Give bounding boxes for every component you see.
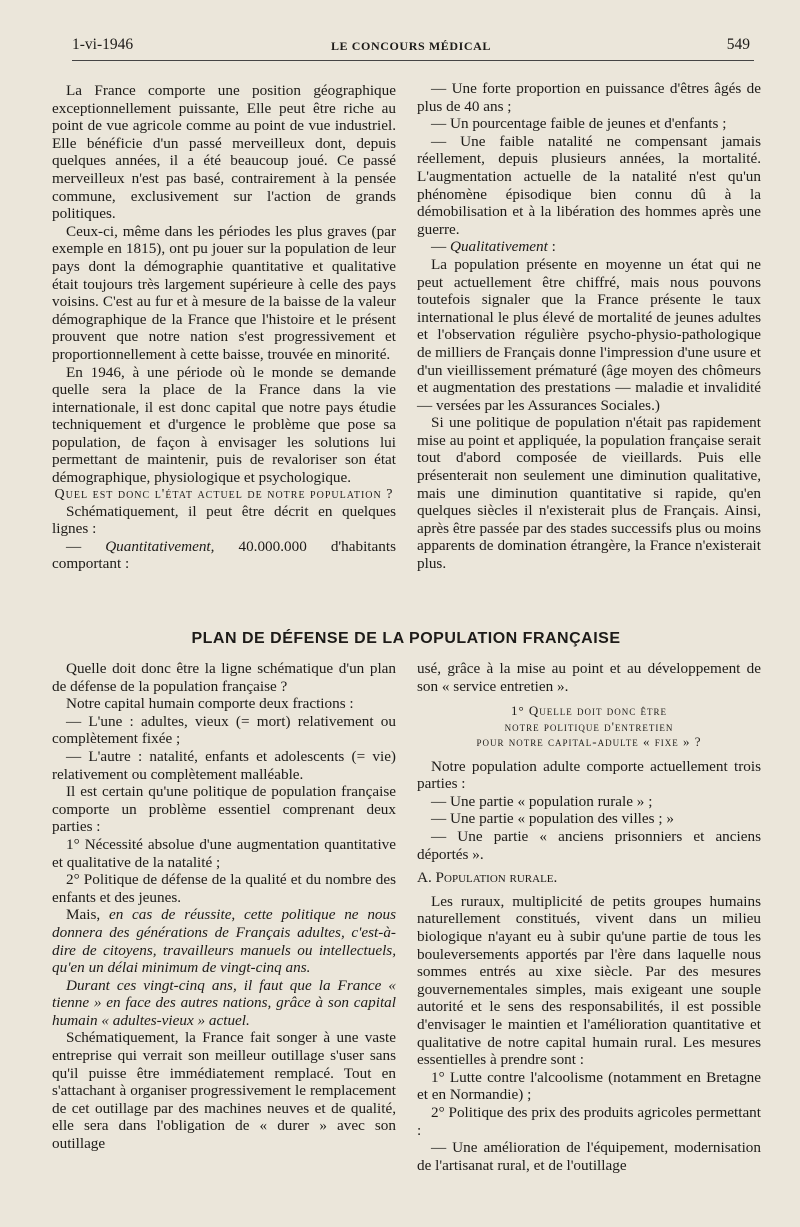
dash: — xyxy=(431,238,447,256)
list-item: — Une forte proportion en puissance d'êtres âgés de plus de 40 ans ; xyxy=(417,80,761,115)
heading-line: 1° Quelle doit donc être xyxy=(510,703,668,719)
list-item: — Une amélioration de l'équipement, modernisation de l'artisanat rural, et de l'outillage xyxy=(417,1139,761,1174)
column-1 xyxy=(52,82,396,573)
header-date: 1-vi-1946 xyxy=(72,36,134,53)
dash: — xyxy=(66,537,82,555)
subsection-heading: A. Population rurale. xyxy=(417,869,558,887)
paragraph: Si une politique de population n'était pas rapidement mise au point et appliquée, la population française serait tout d'abord composée de vieillards. Puis elle présenterait non seulement une diminution qualitative, mais une diminution quantitative si rapide, qu'en quelques siècles il n'existerait plus de Français. Ainsi, après être passée par des stades successifs plus ou moins apparents de domination étrangère, la France n'existerait plus. xyxy=(417,414,761,573)
list-item: — L'une : adultes, vieux (= mort) relativement ou complètement fixée ; xyxy=(52,712,396,748)
list-item: 2° Politique des prix des produits agricoles permettant : xyxy=(417,1103,761,1139)
header-rule xyxy=(72,60,754,61)
italic-text: Durant ces vingt-cinq ans, il faut que la France « tienne » en face des autres nations, grâce à son capital humain « adultes-vieux » actuel. xyxy=(52,976,396,1029)
list-item: 2° Politique de défense de la qualité et du nombre des enfants et des jeunes. xyxy=(52,871,396,906)
paragraph xyxy=(52,538,396,573)
section-heading xyxy=(417,703,761,750)
paragraph xyxy=(52,906,396,976)
paragraph: Notre capital humain comporte deux fractions : xyxy=(66,695,354,713)
column-4 xyxy=(417,660,761,1174)
list-item: — Une faible natalité ne compensant jamais réellement, depuis plusieurs années, la mortalité. L'augmentation actuelle de la natalité n'est qu'un phénomène épisodique bien connu dû à la démobilisation et à la libération des hommes après une guerre. xyxy=(417,132,761,238)
list-item: 1° Nécessité absolue d'une augmentation quantitative et qualitative de la natalité ; xyxy=(52,835,396,871)
running-header xyxy=(72,36,750,58)
paragraph: La France comporte une position géographique exceptionnellement puissante, Elle peut être riche au point de vue agricole comme au point de vue industriel. Elle bénéficie d'un passé merveilleux dont, depuis quelques années, il a été beaucoup joué. Ce passé merveilleux n'est pas basé, contrairement à la pensée commune, exclusivement sur l'action de grands politiques. xyxy=(52,82,396,223)
colon: : xyxy=(547,238,556,256)
italic-label: Quantitativement, xyxy=(105,537,215,555)
paragraph: Ceux-ci, même dans les périodes les plus graves (par exemple en 1815), ont pu jouer sur la population de leur pays dont la démographie quantitative et qualitative était toujours très largement supérieure à celle des pays voisins. C'est au fur et à mesure de la baisse de la valeur démographique de la France que l'histoire et le présent prouvent que notre nation s'est progressivement et proportionnellement à cette baisse, trouvée en minorité. xyxy=(52,222,396,363)
paragraph: En 1946, à une période où le monde se demande quelle sera la place de la France dans la vie internationale, il est donc capital que notre pays étudie techniquement et d'urgence le problème que pose sa population, de façon à envisager les solutions lui permettant de maintenir, puis de revaloriser son état démographique, physiologique et psychologique. xyxy=(52,363,396,487)
italic-text: en cas de réussite, cette politique ne nous donnera des générations de Français adultes, c'est-à-dire de citoyens, travailleurs manuels ou intellectuels, qu'en un délai minimum de vingt-cinq ans. xyxy=(52,906,397,977)
heading-line: notre politique d'entretien xyxy=(504,718,674,734)
paragraph: Quelle doit donc être la ligne schématique d'un plan de défense de la population française ? xyxy=(52,660,396,695)
list-item: — Une partie « population rurale » ; xyxy=(431,792,653,810)
section-heading: Quel est donc l'état actuel de notre population ? xyxy=(54,486,394,502)
paragraph: usé, grâce à la mise au point et au développement de son « service entretien ». xyxy=(417,660,761,695)
list-item: — Une partie « population des villes ; » xyxy=(431,810,674,828)
paragraph: Les ruraux, multiplicité de petits groupes humains naturellement constitués, vivent dans un milieu biologique n'ayant eu à subir qu'une partie de tous les bouleversements apportés par l'ère dans laquelle nous sommes entrés au xixe siècle. Par des mesures gouvernementales simples, mais exigeant une souple autorité et le sens des responsabilités, il est possible d'envisager le maintien et l'amélioration quantitative et qualitative de notre capital humain rural. Les mesures essentielles à prendre sont : xyxy=(417,892,761,1069)
paragraph xyxy=(52,977,396,1030)
column-2 xyxy=(417,80,761,573)
list-item xyxy=(417,238,761,256)
list-item: 1° Lutte contre l'alcoolisme (notamment en Bretagne et en Normandie) ; xyxy=(417,1068,761,1104)
italic-label: Qualitativement xyxy=(449,238,548,256)
paragraph: La population présente en moyenne un état qui ne peut actuellement être chiffré, mais nous pouvons toutefois signaler que la France présente le taux international le plus élevé de mortalité de jeunes adultes et l'observation régulière psycho-physio-pathologique de milliers de Français donne l'impression d'une usure et d'un vieillissement prématuré (âge moyen des chômeurs et augmentation des prestations — maladie et invalidité — versées par les Assurances Sociales.) xyxy=(417,255,761,414)
list-item: — Une partie « anciens prisonniers et anciens déportés ». xyxy=(417,828,761,863)
article-title: PLAN DE DÉFENSE DE LA POPULATION FRANÇAISE xyxy=(191,630,621,647)
header-journal-title: LE CONCOURS MÉDICAL xyxy=(330,39,492,53)
paragraph: Schématiquement, la France fait songer à une vaste entreprise qui verrait son meilleur outillage s'user sans qu'il puisse être immédiatement remplacé. Tout en s'attachant à organiser progressivement le remplacement de cet outillage par des machines neuves et de qualité, elle sera dans l'obligation de « durer » avec son outillage xyxy=(52,1029,396,1153)
paragraph: Notre population adulte comporte actuellement trois parties : xyxy=(417,757,761,793)
page-number: 549 xyxy=(726,36,750,53)
heading-line: pour notre capital-adulte « fixe » ? xyxy=(476,734,702,750)
paragraph-text: 40.000.000 d'habitants comportant : xyxy=(52,537,396,573)
paragraph: Schématiquement, il peut être décrit en quelques lignes : xyxy=(52,502,396,538)
list-item: — L'autre : natalité, enfants et adolescents (= vie) relativement ou complètement malléable. xyxy=(52,747,396,783)
paragraph: Il est certain qu'une politique de population française comporte un problème essentiel comprenant deux parties : xyxy=(52,783,396,836)
column-3 xyxy=(52,660,396,1153)
paragraph-text: Mais, xyxy=(66,906,101,924)
list-item: — Un pourcentage faible de jeunes et d'enfants ; xyxy=(431,115,727,133)
